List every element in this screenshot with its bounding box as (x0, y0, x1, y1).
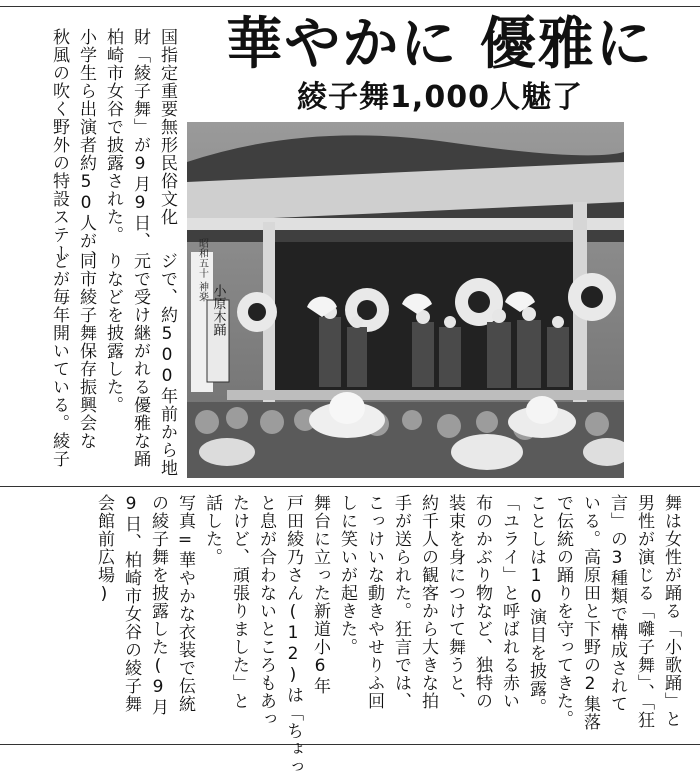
stage-photo-illustration (187, 122, 624, 478)
headline: 華やかに 優雅に (226, 12, 654, 77)
top-rule (0, 6, 700, 7)
article-text-bottom: 舞は女性が踊る「小歌踊」と 男性が演じる「囃子舞」、「狂 言」の3種類で構成されて いる。高原田と下野の2集落 で伝統の踊りを守ってきた。 ことしは10演目を披露。 「ユライ」と呼ばれる赤い 布のかぶり物など、独特の 装束を身につけて舞うと、 約千人の観客から大きな拍 手が送られた。狂言では、 こっけいな動きやせりふ回 しに笑いが起きた。 舞台に立った新道小6年 戸田綾乃さん(12)は「ちょっ と息が合わないところもあっ たけど、頑張りました」と 話した。 写真=華やかな衣装で伝統 の綾子舞を披露した(9月 9日、柏崎市女谷の綾子舞 会館前広場) (94, 494, 681, 776)
banner-text: 昭和五十 神楽 (196, 238, 208, 302)
article-text-left-bottom: ジで、約500年前から地 元で受け継がれる優雅な踊 りなどを披露した。 同市綾子舞保存振興会な どが毎年開いている。綾子 (49, 252, 177, 477)
subheadline: 綾子舞1,000人魅了 (297, 80, 583, 115)
middle-rule (0, 486, 700, 487)
sign-text: 小原木踊 (210, 284, 226, 336)
article-text-left-top: 国指定重要無形民俗文化 財「綾子舞」が9月9日、 柏崎市女谷で披露された。 小学生ら出演者約50人が、 秋風の吹く野外の特設ステー (49, 28, 177, 268)
bottom-rule (0, 744, 700, 745)
performance-photo (187, 122, 624, 478)
